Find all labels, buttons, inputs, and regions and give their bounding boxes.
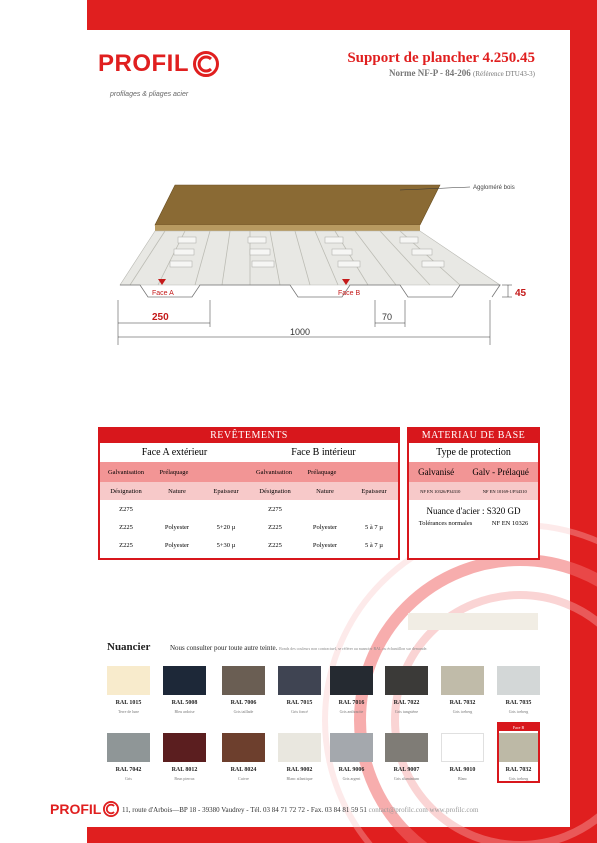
swatch-code: RAL 7006 bbox=[230, 700, 257, 706]
materiau-table bbox=[407, 427, 540, 560]
logo-c-icon bbox=[193, 51, 219, 77]
footer-logo bbox=[50, 801, 119, 817]
footer-address bbox=[122, 806, 478, 814]
swatch-color bbox=[222, 666, 265, 695]
swatch-code: RAL 8012 bbox=[171, 767, 198, 773]
swatch-name: Brun pierrax bbox=[174, 776, 195, 781]
cell-b-designation: Z225 bbox=[268, 523, 282, 531]
color-swatch bbox=[163, 733, 206, 781]
color-swatch bbox=[330, 666, 373, 714]
swatch-color bbox=[222, 733, 265, 762]
face-a-label: Face A bbox=[152, 290, 174, 297]
color-swatch bbox=[441, 666, 484, 714]
table-row bbox=[100, 518, 398, 536]
col-designation-b: Désignation bbox=[259, 487, 291, 495]
swatch-code: RAL 7042 bbox=[115, 767, 142, 773]
color-swatch bbox=[107, 733, 150, 781]
galv-prelaque-label: Galv - Prélaqué bbox=[472, 467, 529, 477]
footer-address-text: 11, route d'Arbois—BP 18 - 39380 Vaudrey - Tél. 03 84 71 72 72 - Fax. 03 84 81 59 51 bbox=[122, 806, 367, 814]
swatch-name: Gris iceberg bbox=[508, 709, 529, 714]
color-swatch bbox=[330, 733, 373, 781]
brand-logo bbox=[98, 50, 219, 78]
footer-web: contact@profilc.com www.profilc.com bbox=[368, 806, 479, 814]
swatch-name: Gris taillade bbox=[233, 709, 254, 714]
swatch-name: Gris iceberg bbox=[452, 709, 473, 714]
right-red-band bbox=[570, 0, 597, 843]
footer-logo-c-icon bbox=[103, 801, 119, 817]
cell-b-designation: Z275 bbox=[268, 505, 282, 513]
norm-2: NF EN 10169-1/P34310 bbox=[482, 488, 527, 494]
swatch-color bbox=[278, 733, 321, 762]
swatch-code: RAL 9002 bbox=[286, 767, 313, 773]
tolerances-norm: NF EN 10326 bbox=[491, 520, 529, 527]
swatch-code: RAL 9006 bbox=[338, 767, 365, 773]
cell-a-nature: Polyester bbox=[164, 523, 190, 531]
swatch-color bbox=[499, 733, 538, 762]
wood-board-edge bbox=[155, 225, 420, 231]
swatch-name: Gris aluminium bbox=[393, 776, 420, 781]
swatch-code: RAL 1015 bbox=[115, 700, 142, 706]
nuancier-subtitle bbox=[170, 644, 427, 652]
swatch-code: RAL 9010 bbox=[449, 767, 476, 773]
cell-a-designation: Z225 bbox=[119, 523, 133, 531]
nuancier-title: Nuancier bbox=[107, 641, 151, 653]
color-swatch bbox=[222, 733, 265, 781]
page-title: Support de plancher 4.250.45 bbox=[347, 50, 535, 66]
color-swatch bbox=[278, 666, 321, 714]
color-swatch bbox=[278, 733, 321, 781]
beige-bar bbox=[408, 613, 538, 630]
color-swatch bbox=[385, 733, 428, 781]
swatch-code: RAL 7032 bbox=[505, 767, 532, 773]
swatch-code: RAL 7015 bbox=[286, 700, 313, 706]
revetements-table bbox=[98, 427, 400, 560]
table-row bbox=[100, 500, 398, 518]
face-b-highlight-label: Face B bbox=[499, 724, 538, 731]
swatch-name: Gris iceberg bbox=[508, 776, 529, 781]
cell-b-nature: Polyester bbox=[312, 541, 338, 549]
swatch-color bbox=[163, 666, 206, 695]
cell-a-designation: Z225 bbox=[119, 541, 133, 549]
prelaq-a: Prélaquage bbox=[159, 468, 189, 476]
galvanise-label: Galvanisé bbox=[418, 467, 455, 477]
dim-250: 250 bbox=[152, 312, 169, 323]
col-epaisseur-b: Epaisseur bbox=[361, 487, 387, 495]
swatch-name: Bleu ardoise bbox=[174, 709, 195, 714]
profile-edge bbox=[120, 285, 500, 297]
swatch-color bbox=[441, 666, 484, 695]
color-swatch bbox=[441, 733, 484, 781]
swatch-code: RAL 8024 bbox=[230, 767, 257, 773]
protection-row bbox=[409, 462, 538, 482]
swatch-code: RAL 7035 bbox=[505, 700, 532, 706]
tolerances-row bbox=[409, 520, 538, 527]
color-swatch bbox=[163, 666, 206, 714]
top-red-band bbox=[87, 0, 597, 30]
protection-type: Type de protection bbox=[436, 447, 511, 458]
color-swatch bbox=[107, 666, 150, 714]
columns-header-row bbox=[100, 482, 398, 500]
swatch-name: Blanc atlantique bbox=[286, 776, 313, 781]
face-b-label: Face B bbox=[338, 290, 361, 297]
reference-text: (Référence DTU43-3) bbox=[473, 70, 535, 78]
col-nature-b: Nature bbox=[316, 487, 334, 495]
swatch-code: RAL 7016 bbox=[338, 700, 365, 706]
swatch-name: Gris tungstène bbox=[394, 709, 419, 714]
nuancier-consult: Nous consulter pour toute autre teinte. bbox=[170, 644, 278, 652]
cell-b-designation: Z225 bbox=[268, 541, 282, 549]
cell-b-epaisseur: 5 à 7 µ bbox=[364, 541, 383, 549]
color-swatch bbox=[497, 722, 540, 783]
col-nature-a: Nature bbox=[168, 487, 186, 495]
revetements-faces bbox=[100, 443, 398, 462]
nuancier-note: Bonds des couleurs non contractuel, se référer au nuancier RAL ou échantillon sur demande. bbox=[279, 646, 428, 651]
galva-header-row bbox=[100, 462, 398, 482]
swatch-name: Blanc bbox=[457, 776, 468, 781]
swatch-color bbox=[278, 666, 321, 695]
swatch-code: RAL 9007 bbox=[393, 767, 420, 773]
col-epaisseur-a: Epaisseur bbox=[213, 487, 239, 495]
swatch-color bbox=[497, 666, 540, 695]
steel-profile bbox=[120, 231, 500, 285]
cell-a-epaisseur: 5+20 µ bbox=[216, 523, 236, 531]
swatch-color bbox=[330, 733, 373, 762]
swatch-color bbox=[385, 666, 428, 695]
cell-a-nature: Polyester bbox=[164, 541, 190, 549]
cell-a-epaisseur: 5+30 µ bbox=[216, 541, 236, 549]
swatch-code: RAL 7032 bbox=[449, 700, 476, 706]
table-row bbox=[100, 536, 398, 554]
swatch-color bbox=[107, 733, 150, 762]
wood-board bbox=[155, 185, 440, 225]
swatch-color bbox=[163, 733, 206, 762]
swatch-code: RAL 5008 bbox=[171, 700, 198, 706]
swatch-name: Terre de lune bbox=[117, 709, 140, 714]
swatch-color bbox=[107, 666, 150, 695]
norms-row bbox=[409, 482, 538, 500]
col-designation-a: Désignation bbox=[110, 487, 142, 495]
cell-b-nature: Polyester bbox=[312, 523, 338, 531]
agglomere-label: Aggloméré bois bbox=[473, 185, 515, 191]
swatch-name: Cuivre bbox=[238, 776, 249, 781]
brand-name: PROFIL bbox=[98, 50, 189, 77]
tolerances-label: Tolérances normales bbox=[418, 520, 473, 527]
swatch-name: Gris argent bbox=[342, 776, 361, 781]
face-b-header: Face B intérieur bbox=[291, 447, 356, 458]
dimension-lines bbox=[118, 285, 512, 345]
galva-b: Galvanisation bbox=[255, 468, 293, 476]
face-a-header: Face A extérieur bbox=[141, 447, 208, 458]
swatch-color bbox=[330, 666, 373, 695]
color-swatch bbox=[385, 666, 428, 714]
footer-brand-name: PROFIL bbox=[50, 801, 102, 817]
revetements-title: REVÊTEMENTS bbox=[100, 429, 398, 443]
dim-1000: 1000 bbox=[290, 327, 311, 337]
swatch-color bbox=[441, 733, 484, 762]
color-swatch bbox=[222, 666, 265, 714]
swatch-name: Gris anthracite bbox=[339, 709, 364, 714]
swatch-name: Gris foncé bbox=[291, 709, 308, 714]
cell-a-designation: Z275 bbox=[119, 505, 133, 513]
swatch-name: Gris bbox=[125, 776, 132, 781]
swatch-code: RAL 7022 bbox=[393, 700, 420, 706]
dim-45: 45 bbox=[515, 288, 527, 299]
dim-70: 70 bbox=[382, 312, 393, 322]
color-swatch bbox=[497, 666, 540, 714]
bottom-red-band bbox=[87, 827, 597, 843]
nuance-acier: Nuance d'acier : S320 GD bbox=[426, 506, 521, 516]
profile-drawing bbox=[100, 175, 540, 350]
norm-1: NF EN 10326/P34310 bbox=[420, 488, 461, 494]
materiau-title: MATERIAU DE BASE bbox=[409, 429, 538, 443]
norme-subtitle bbox=[389, 68, 535, 78]
cell-b-epaisseur: 5 à 7 µ bbox=[364, 523, 383, 531]
brand-tagline: profilages & pliages acier bbox=[110, 91, 189, 98]
norme-text: Norme NF-P - 84-206 bbox=[389, 68, 471, 78]
galva-a: Galvanisation bbox=[107, 468, 145, 476]
prelaq-b: Prélaquage bbox=[307, 468, 337, 476]
swatch-color bbox=[385, 733, 428, 762]
